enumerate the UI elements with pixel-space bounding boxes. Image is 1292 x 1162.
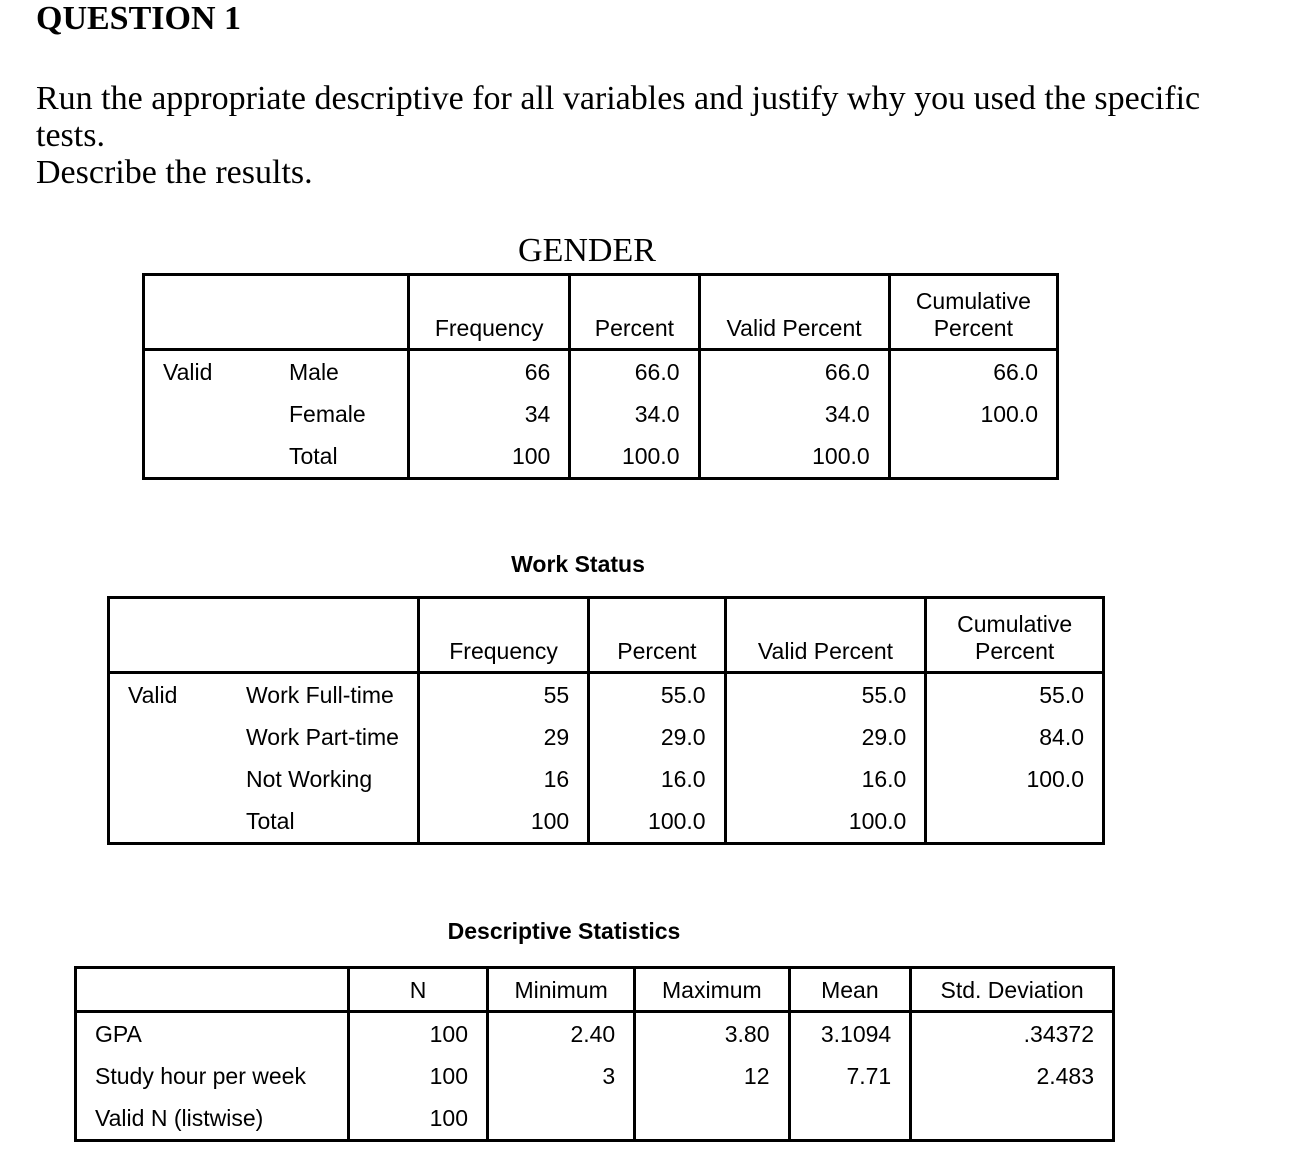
frequency-cell: 100 <box>409 435 570 479</box>
percent-header: Percent <box>570 275 699 350</box>
empty-header <box>76 968 349 1012</box>
maximum-cell <box>635 1097 789 1141</box>
frequency-cell: 100 <box>418 800 588 844</box>
valid-percent-cell: 100.0 <box>699 435 889 479</box>
frequency-cell: 55 <box>418 673 588 717</box>
percent-cell: 29.0 <box>589 716 725 758</box>
minimum-cell: 2.40 <box>488 1012 635 1056</box>
empty-header <box>271 275 409 350</box>
percent-cell: 100.0 <box>589 800 725 844</box>
n-cell: 100 <box>349 1012 488 1056</box>
question-heading: QUESTION 1 <box>36 0 241 37</box>
mean-cell: 7.71 <box>789 1055 911 1097</box>
table-row <box>109 716 1104 758</box>
frequency-header: Frequency <box>409 275 570 350</box>
valid-percent-cell: 16.0 <box>725 758 926 800</box>
valid-percent-cell: 100.0 <box>725 800 926 844</box>
percent-header: Percent <box>589 598 725 673</box>
maximum-cell: 3.80 <box>635 1012 789 1056</box>
table-row <box>144 350 1058 394</box>
valid-percent-cell: 34.0 <box>699 393 889 435</box>
percent-cell: 55.0 <box>589 673 725 717</box>
percent-cell: 34.0 <box>570 393 699 435</box>
descriptive-table-title: Descriptive Statistics <box>447 918 681 944</box>
cumulative-cell <box>889 435 1057 479</box>
std-deviation-cell: .34372 <box>911 1012 1114 1056</box>
cumulative-cell: 100.0 <box>926 758 1104 800</box>
prompt-line-1: Run the appropriate descriptive for all variables and justify why you used the specific tests. <box>36 80 1201 154</box>
valid-percent-cell: 55.0 <box>725 673 926 717</box>
empty-header <box>228 598 418 673</box>
table-row <box>76 1055 1114 1097</box>
minimum-header: Minimum <box>488 968 635 1012</box>
std-deviation-cell <box>911 1097 1114 1141</box>
question-prompt <box>36 80 1276 191</box>
gender-frequency-table <box>142 273 1059 480</box>
percent-cell: 100.0 <box>570 435 699 479</box>
row-label: Female <box>289 400 366 427</box>
empty-header <box>109 598 229 673</box>
empty-header <box>144 275 272 350</box>
descriptive-statistics-table <box>74 966 1115 1142</box>
cumulative-cell <box>926 800 1104 844</box>
maximum-cell: 12 <box>635 1055 789 1097</box>
table-row <box>144 435 1058 479</box>
valid-percent-cell: 29.0 <box>725 716 926 758</box>
row-label: Total <box>289 442 338 469</box>
table-row <box>109 800 1104 844</box>
mean-cell <box>789 1097 911 1141</box>
row-label: Total <box>246 807 295 834</box>
table-row <box>109 758 1104 800</box>
valid-percent-header: Valid Percent <box>699 275 889 350</box>
row-label: GPA <box>95 1020 142 1047</box>
n-cell: 100 <box>349 1055 488 1097</box>
table-row <box>144 393 1058 435</box>
frequency-cell: 29 <box>418 716 588 758</box>
cumulative-percent-header: Cumulative Percent <box>889 275 1057 350</box>
maximum-header: Maximum <box>635 968 789 1012</box>
cumulative-cell: 100.0 <box>889 393 1057 435</box>
mean-header: Mean <box>789 968 911 1012</box>
minimum-cell <box>488 1097 635 1141</box>
work-status-table-title: Work Status <box>511 551 645 577</box>
group-label: Valid <box>128 681 178 708</box>
frequency-cell: 66 <box>409 350 570 394</box>
row-label: Work Part-time <box>246 723 399 750</box>
prompt-line-2: Describe the results. <box>36 154 313 191</box>
frequency-cell: 34 <box>409 393 570 435</box>
work-status-frequency-table <box>107 596 1105 845</box>
n-cell: 100 <box>349 1097 488 1141</box>
cumulative-cell: 84.0 <box>926 716 1104 758</box>
row-label: Valid N (listwise) <box>95 1104 264 1131</box>
row-label: Not Working <box>246 765 373 792</box>
row-label: Male <box>289 358 339 385</box>
std-deviation-header: Std. Deviation <box>911 968 1114 1012</box>
group-label: Valid <box>163 358 213 385</box>
valid-percent-header: Valid Percent <box>725 598 926 673</box>
table-row <box>76 1012 1114 1056</box>
n-header: N <box>349 968 488 1012</box>
valid-percent-cell: 66.0 <box>699 350 889 394</box>
row-label: Work Full-time <box>246 681 394 708</box>
frequency-header: Frequency <box>418 598 588 673</box>
percent-cell: 16.0 <box>589 758 725 800</box>
frequency-cell: 16 <box>418 758 588 800</box>
gender-table-title: GENDER <box>518 232 656 269</box>
cumulative-percent-header: Cumulative Percent <box>926 598 1104 673</box>
table-row <box>76 1097 1114 1141</box>
std-deviation-cell: 2.483 <box>911 1055 1114 1097</box>
cumulative-cell: 66.0 <box>889 350 1057 394</box>
cumulative-cell: 55.0 <box>926 673 1104 717</box>
percent-cell: 66.0 <box>570 350 699 394</box>
table-row <box>109 673 1104 717</box>
minimum-cell: 3 <box>488 1055 635 1097</box>
row-label: Study hour per week <box>95 1062 306 1089</box>
mean-cell: 3.1094 <box>789 1012 911 1056</box>
